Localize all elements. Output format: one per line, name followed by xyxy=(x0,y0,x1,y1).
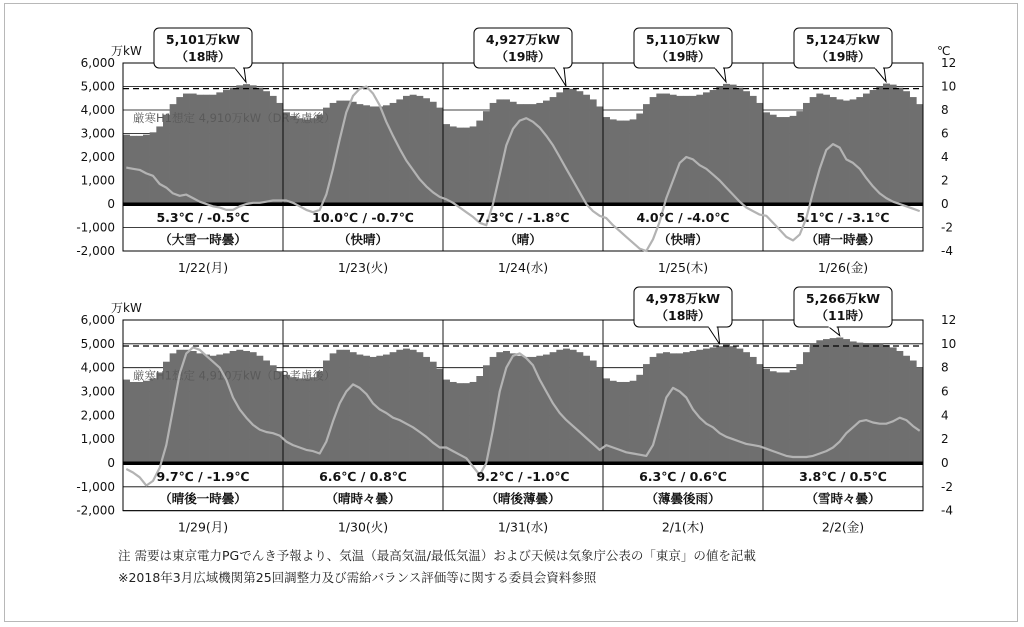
demand-bar xyxy=(656,94,663,204)
demand-bar xyxy=(123,380,130,463)
demand-bar xyxy=(850,99,857,204)
temp-range-label: 7.3℃ / -1.8℃ xyxy=(476,210,570,225)
demand-bar xyxy=(136,382,143,463)
demand-bar xyxy=(230,88,237,204)
date-label: 1/24(水) xyxy=(497,260,549,275)
demand-bar xyxy=(436,369,443,463)
demand-bar xyxy=(816,94,823,204)
demand-bar xyxy=(143,135,150,204)
callout-peak-time: （19時） xyxy=(495,49,551,64)
callout-peak-value: 4,978万kW xyxy=(645,291,721,306)
date-label: 1/22(月) xyxy=(177,260,229,275)
demand-bar xyxy=(403,96,410,204)
demand-bar xyxy=(476,376,483,463)
y2-tick-label: 0 xyxy=(941,197,949,211)
demand-bar xyxy=(523,357,530,463)
y-tick-label: -2,000 xyxy=(76,244,115,258)
demand-bar xyxy=(283,112,290,204)
y-tick-label: 4,000 xyxy=(80,103,115,117)
demand-bar xyxy=(263,91,270,204)
demand-bar xyxy=(563,88,570,204)
demand-bar xyxy=(636,114,643,204)
demand-bar xyxy=(870,344,877,463)
temp-range-label: 10.0℃ / -0.7℃ xyxy=(312,210,414,225)
y-tick-label: 0 xyxy=(107,197,115,211)
y-axis-unit: 万kW xyxy=(111,44,142,58)
demand-bar xyxy=(250,85,257,204)
demand-bar xyxy=(350,352,357,463)
demand-bar xyxy=(710,90,717,204)
demand-bar xyxy=(876,344,883,463)
demand-bar xyxy=(710,347,717,463)
weather-label: （薄曇後雨） xyxy=(645,491,721,506)
y2-tick-label: 12 xyxy=(941,313,957,327)
demand-bar xyxy=(716,346,723,463)
demand-bar xyxy=(830,97,837,204)
demand-bar xyxy=(470,382,477,463)
demand-bar xyxy=(483,111,490,204)
y2-tick-label: -2 xyxy=(941,479,953,494)
demand-bar xyxy=(863,344,870,463)
demand-bar xyxy=(223,90,230,204)
demand-bar xyxy=(356,104,363,204)
y-axis-unit: 万kW xyxy=(111,301,142,315)
demand-bar xyxy=(790,116,797,204)
y2-tick-label: 4 xyxy=(941,408,949,423)
callout-peak-time: （11時） xyxy=(815,308,871,323)
weather-label: （晴後一時曇） xyxy=(159,491,247,506)
demand-bar xyxy=(863,94,870,204)
weather-label: （大雪一時曇） xyxy=(159,232,247,247)
demand-bar xyxy=(123,135,130,204)
demand-bar xyxy=(730,85,737,204)
y2-tick-label: 4 xyxy=(941,150,949,164)
weather-label: （雪時々曇） xyxy=(805,491,881,506)
demand-bar xyxy=(516,356,523,463)
demand-bar xyxy=(183,350,190,463)
demand-bar xyxy=(750,357,757,463)
y-tick-label: 3,000 xyxy=(80,384,115,399)
temp-range-label: 3.8℃ / 0.5℃ xyxy=(799,469,887,484)
y2-tick-label: -2 xyxy=(941,220,953,235)
demand-bar xyxy=(650,97,657,204)
demand-bar xyxy=(396,350,403,463)
demand-bar xyxy=(290,377,297,463)
callout-peak-value: 4,927万kW xyxy=(485,32,561,47)
temp-range-label: 6.3℃ / 0.6℃ xyxy=(639,469,727,484)
demand-bar xyxy=(443,124,450,204)
temp-range-label: 5.3℃ / -0.5℃ xyxy=(156,210,250,225)
y2-tick-label: 8 xyxy=(941,103,949,117)
demand-bar xyxy=(563,349,570,463)
y-tick-label: -1,000 xyxy=(76,220,115,235)
demand-bar xyxy=(456,383,463,463)
date-label: 2/1(木) xyxy=(661,519,705,535)
callout-peak-time: （19時） xyxy=(815,49,871,64)
demand-bar xyxy=(770,115,777,204)
demand-bar xyxy=(430,102,437,204)
demand-bar xyxy=(316,115,323,204)
demand-bar xyxy=(576,352,583,463)
y2-tick-label: 12 xyxy=(941,56,957,70)
demand-bar xyxy=(736,88,743,204)
demand-bar xyxy=(370,357,377,463)
demand-bar xyxy=(256,88,263,204)
y2-tick-label: -4 xyxy=(941,503,953,518)
chart-panel-1 xyxy=(76,28,956,275)
demand-bar xyxy=(336,350,343,463)
demand-bar xyxy=(536,103,543,204)
demand-bar xyxy=(790,370,797,463)
demand-bar xyxy=(430,362,437,463)
demand-bar xyxy=(676,353,683,463)
temp-range-label: 9.7℃ / -1.9℃ xyxy=(156,469,250,484)
y-tick-label: 6,000 xyxy=(80,313,115,327)
temp-range-label: 9.2℃ / -1.0℃ xyxy=(476,469,570,484)
demand-bar xyxy=(730,346,737,463)
demand-bar xyxy=(603,117,610,204)
date-label: 1/25(木) xyxy=(657,260,709,275)
demand-bar xyxy=(903,91,910,204)
y-tick-label: 5,000 xyxy=(80,336,115,351)
note-source: 注 需要は東京電力PGでんき予報より、気温（最高気温/最低気温）および天候は気象庁公表の「東京」の値を記載 xyxy=(118,548,756,563)
demand-bar xyxy=(783,372,790,463)
demand-bar xyxy=(156,372,163,463)
reference-label: 厳寒H1想定 4,910万kW（DR考慮後） xyxy=(133,110,336,125)
demand-bar xyxy=(636,375,643,463)
demand-bar xyxy=(470,126,477,204)
demand-bar xyxy=(370,106,377,204)
demand-bar xyxy=(150,132,157,204)
date-label: 1/31(水) xyxy=(497,519,549,535)
demand-bar xyxy=(890,347,897,463)
demand-bar xyxy=(683,352,690,463)
demand-bar xyxy=(696,95,703,204)
demand-bar xyxy=(450,126,457,204)
demand-bar xyxy=(856,97,863,204)
y2-tick-label: -4 xyxy=(941,244,953,258)
date-label: 2/2(金) xyxy=(821,519,865,535)
demand-bar xyxy=(890,85,897,204)
demand-bar xyxy=(703,349,710,463)
demand-bar xyxy=(776,372,783,463)
demand-bar xyxy=(896,88,903,204)
demand-bar xyxy=(696,350,703,463)
y-tick-label: 1,000 xyxy=(80,173,115,188)
weather-label: （晴後薄曇） xyxy=(485,491,561,506)
demand-bar xyxy=(130,382,137,463)
demand-bar xyxy=(156,126,163,204)
weather-label: （晴一時曇） xyxy=(805,232,881,247)
demand-bar xyxy=(543,355,550,463)
y-tick-label: -2,000 xyxy=(76,503,115,518)
weather-label: （晴時々曇） xyxy=(325,491,401,506)
demand-bar xyxy=(683,96,690,204)
y-tick-label: 5,000 xyxy=(80,79,115,94)
demand-bar xyxy=(303,119,310,204)
demand-bar xyxy=(583,95,590,204)
demand-bar xyxy=(776,117,783,204)
demand-bar xyxy=(570,350,577,463)
demand-bar xyxy=(803,352,810,463)
demand-bar xyxy=(910,361,917,463)
demand-bar xyxy=(750,96,757,204)
demand-bar xyxy=(856,343,863,463)
demand-bar xyxy=(883,345,890,463)
y-tick-label: 2,000 xyxy=(80,150,115,164)
callout-peak-time: （18時） xyxy=(175,49,231,64)
demand-bar xyxy=(603,378,610,463)
demand-bar xyxy=(390,352,397,463)
temp-range-label: 5.1℃ / -3.1℃ xyxy=(796,210,890,225)
demand-bar xyxy=(403,349,410,463)
demand-bar xyxy=(363,105,370,204)
demand-bar xyxy=(670,353,677,463)
demand-bar xyxy=(743,352,750,463)
demand-bar xyxy=(143,381,150,463)
demand-bar xyxy=(536,356,543,463)
y-tick-label: 0 xyxy=(107,456,115,470)
demand-bar xyxy=(796,111,803,204)
demand-bar xyxy=(676,96,683,204)
chart-panel-2 xyxy=(76,287,956,535)
y-tick-label: 1,000 xyxy=(80,432,115,447)
demand-bar xyxy=(850,341,857,463)
demand-bar xyxy=(610,119,617,204)
demand-bar xyxy=(296,378,303,463)
demand-bar xyxy=(436,108,443,204)
zero-axis xyxy=(123,462,923,466)
demand-bar xyxy=(350,102,357,204)
callout-peak-value: 5,101万kW xyxy=(165,32,241,47)
demand-bar xyxy=(236,85,243,204)
demand-bar xyxy=(663,94,670,204)
demand-bar xyxy=(756,103,763,204)
demand-bar xyxy=(510,102,517,204)
demand-bar xyxy=(876,87,883,205)
demand-bar xyxy=(823,339,830,463)
demand-bar xyxy=(630,381,637,463)
y2-tick-label: 2 xyxy=(941,173,949,188)
demand-bar xyxy=(383,355,390,463)
date-label: 1/29(月) xyxy=(177,519,229,535)
temp-range-label: 4.0℃ / -4.0℃ xyxy=(636,210,730,225)
callout-peak-value: 5,266万kW xyxy=(805,291,881,306)
demand-bar xyxy=(343,350,350,463)
demand-bar xyxy=(883,84,890,204)
demand-bar xyxy=(903,356,910,463)
demand-bar xyxy=(476,121,483,204)
demand-bar xyxy=(390,103,397,204)
y2-tick-label: 10 xyxy=(941,79,957,94)
demand-bar xyxy=(816,340,823,463)
demand-bar xyxy=(630,119,637,204)
y2-tick-label: 6 xyxy=(941,384,949,399)
y-tick-label: 3,000 xyxy=(80,126,115,141)
demand-bar xyxy=(543,101,550,204)
demand-bar xyxy=(916,104,923,204)
demand-bar xyxy=(376,106,383,204)
demand-bar xyxy=(463,383,470,463)
demand-bar xyxy=(423,357,430,463)
demand-bar xyxy=(276,371,283,463)
demand-bar xyxy=(583,356,590,463)
demand-bar xyxy=(456,128,463,204)
demand-bar xyxy=(623,121,630,204)
demand-bar xyxy=(783,117,790,204)
y-tick-label: 6,000 xyxy=(80,56,115,70)
demand-bar xyxy=(703,92,710,204)
demand-bar xyxy=(216,92,223,204)
reference-label: 厳寒H1想定 4,910万kW（DR考慮後） xyxy=(133,368,336,383)
callout-peak-value: 5,110万kW xyxy=(645,32,721,47)
demand-bar xyxy=(416,96,423,204)
demand-bar xyxy=(596,106,603,204)
demand-bar xyxy=(643,104,650,204)
demand-bar xyxy=(843,339,850,463)
demand-bar xyxy=(463,128,470,204)
demand-bar xyxy=(356,355,363,463)
demand-bar xyxy=(723,344,730,463)
demand-bar xyxy=(810,344,817,463)
note-reference: ※2018年3月広域機関第25回調整力及び需給バランス評価等に関する委員会資料参照 xyxy=(118,570,597,585)
demand-bar xyxy=(150,378,157,463)
demand-bar xyxy=(616,121,623,204)
date-label: 1/30(火) xyxy=(337,519,389,535)
demand-bar xyxy=(410,95,417,204)
demand-bar xyxy=(296,118,303,204)
demand-bar xyxy=(510,353,517,463)
demand-bar xyxy=(843,101,850,204)
demand-bar xyxy=(410,350,417,463)
weather-label: （快晴） xyxy=(657,232,709,247)
y2-tick-label: 8 xyxy=(941,360,949,375)
demand-bar xyxy=(290,116,297,204)
demand-bar xyxy=(743,91,750,204)
demand-bar xyxy=(896,351,903,463)
y2-axis-unit: ℃ xyxy=(937,44,951,58)
demand-bar xyxy=(610,381,617,463)
demand-bar xyxy=(716,87,723,205)
callout-peak-time: （19時） xyxy=(655,49,711,64)
demand-bar xyxy=(590,99,597,204)
demand-bar xyxy=(736,349,743,463)
y2-tick-label: 6 xyxy=(941,126,949,141)
demand-bar xyxy=(803,103,810,204)
temp-range-label: 6.6℃ / 0.8℃ xyxy=(319,469,407,484)
demand-bar xyxy=(363,356,370,463)
y-tick-label: 4,000 xyxy=(80,360,115,375)
y2-tick-label: 2 xyxy=(941,432,949,447)
demand-bar xyxy=(690,96,697,204)
demand-bar xyxy=(643,364,650,463)
demand-bar xyxy=(310,118,317,204)
y-tick-label: -1,000 xyxy=(76,479,115,494)
demand-bar xyxy=(530,104,537,204)
demand-bar xyxy=(916,368,923,463)
callout-peak-value: 5,124万kW xyxy=(805,32,881,47)
y2-tick-label: 0 xyxy=(941,456,949,470)
demand-bar xyxy=(556,350,563,463)
weather-label: （快晴） xyxy=(337,232,389,247)
y-tick-label: 2,000 xyxy=(80,408,115,423)
demand-bar xyxy=(763,112,770,204)
demand-bar xyxy=(416,352,423,463)
date-label: 1/23(火) xyxy=(337,260,389,275)
demand-bar xyxy=(243,84,250,204)
demand-bar xyxy=(910,97,917,204)
callout-peak-time: （18時） xyxy=(655,308,711,323)
demand-bar xyxy=(283,375,290,463)
demand-bar xyxy=(443,380,450,463)
weather-label: （晴） xyxy=(504,232,542,247)
demand-bar xyxy=(796,364,803,463)
y2-tick-label: 10 xyxy=(941,336,957,351)
demand-bar xyxy=(556,92,563,204)
date-label: 1/26(金) xyxy=(817,260,869,275)
